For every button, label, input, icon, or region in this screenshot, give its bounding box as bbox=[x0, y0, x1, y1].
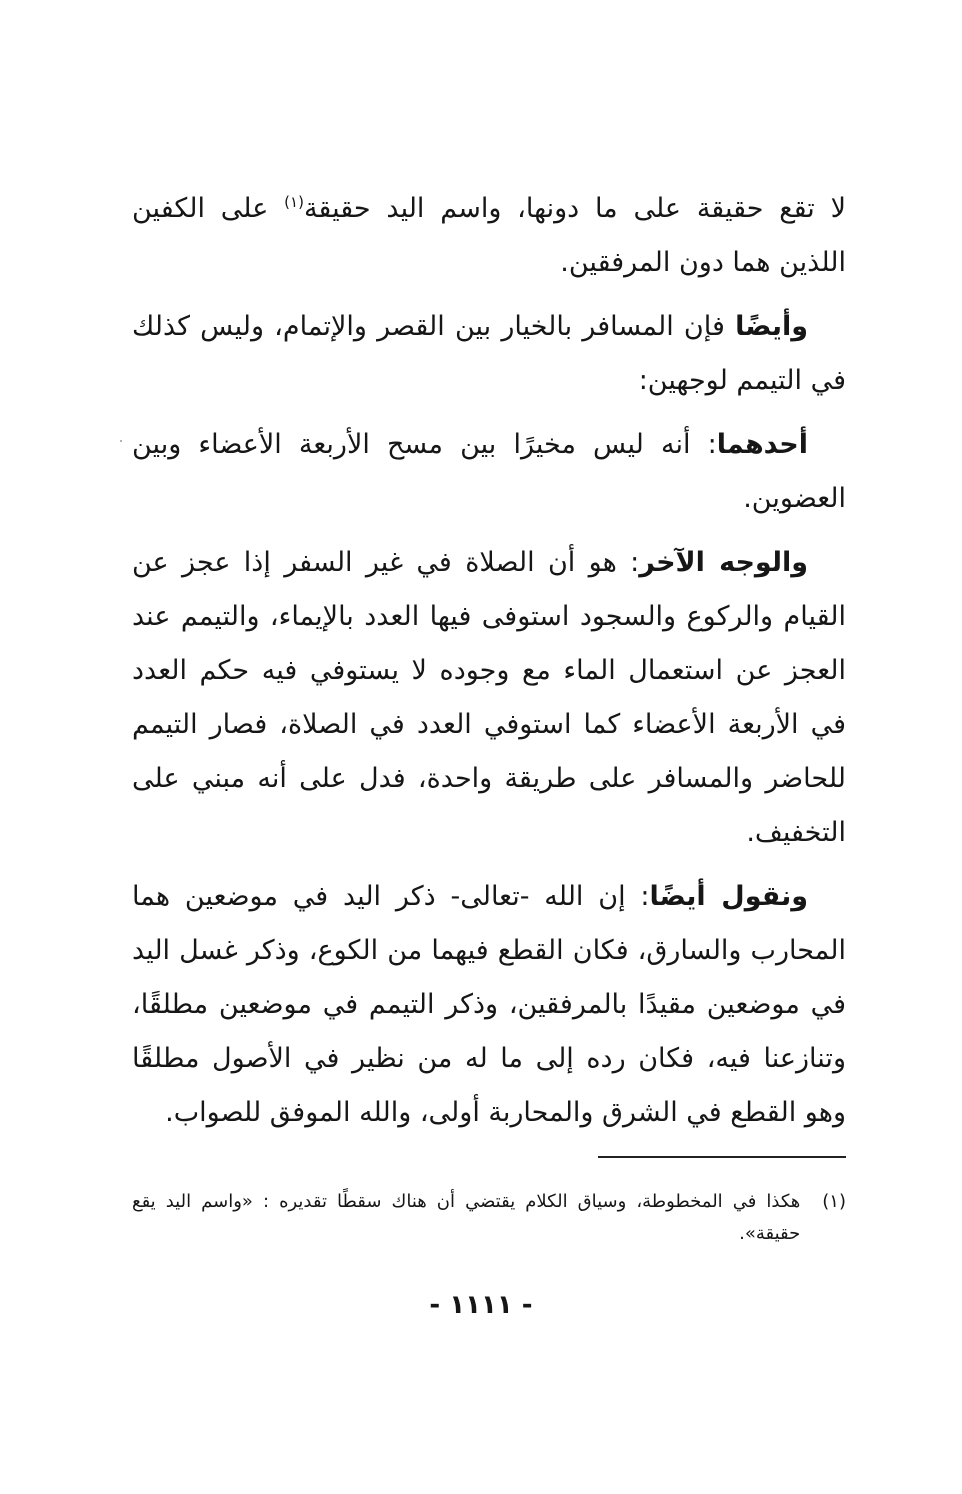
paragraph-1-text-a: لا تقع حقيقة على ما دونها، واسم اليد حقيقة bbox=[303, 193, 846, 224]
paragraph-4-text: : هو أن الصلاة في غير السفر إذا عجز عن القيام والركوع والسجود استوفى فيها العدد بالإيماء، والتيمم عند العجز عن استعمال الماء مع وجوده لا يستوفي فيه حكم العدد في الأربعة الأعضاء كما استوفي العدد في الصلاة، فصار التيمم للحاضر والمسافر على طريقة واحدة، فدل على أنه مبني على التخفيف. bbox=[132, 547, 846, 848]
paragraph-2-text: فإن المسافر بالخيار بين القصر والإتمام، وليس كذلك في التيمم لوجهين: bbox=[132, 311, 846, 396]
main-text bbox=[132, 182, 846, 1150]
paragraph-5-text: : إن الله -تعالى- ذكر اليد في موضعين هما المحارب والسارق، فكان القطع فيهما من الكوع، وذكر غسل اليد في موضعين مقيدًا بالمرفقين، وذكر التيمم في موضعين مطلقًا، وتنازعنا فيه، فكان رده إلى ما له من نظير في الأصول مطلقًا وهو القطع في الشرق والمحاربة أولى، والله الموفق للصواب. bbox=[132, 881, 846, 1128]
footnote-marker: (١) bbox=[822, 1191, 846, 1212]
paragraph-5 bbox=[132, 870, 846, 1140]
paragraph-1 bbox=[132, 182, 846, 290]
paragraph-3-text: : أنه ليس مخيرًا بين مسح الأربعة الأعضاء وبين العضوين. bbox=[132, 429, 846, 514]
page-number: - ١١١١ - bbox=[429, 1290, 533, 1320]
footnote-separator bbox=[598, 1156, 846, 1158]
footnote-reference: (١) bbox=[284, 193, 304, 211]
paragraph-3-lead: أحدهما bbox=[716, 429, 808, 460]
paragraph-1-text-b: على الكفين اللذين هما دون المرفقين. bbox=[132, 193, 846, 278]
footnote bbox=[132, 1186, 846, 1250]
paragraph-4-lead: والوجه الآخر bbox=[639, 547, 809, 578]
scan-speck bbox=[120, 440, 122, 442]
paragraph-3 bbox=[132, 418, 846, 526]
paragraph-5-lead: ونقول أيضًا bbox=[649, 881, 808, 912]
paragraph-2-lead: وأيضًا bbox=[735, 311, 808, 342]
footnote-text: هكذا في المخطوطة، وسياق الكلام يقتضي أن هناك سقطًا تقديره : «واسم اليد يقع حقيقة». bbox=[132, 1191, 801, 1244]
paragraph-2 bbox=[132, 300, 846, 408]
paragraph-4 bbox=[132, 536, 846, 860]
